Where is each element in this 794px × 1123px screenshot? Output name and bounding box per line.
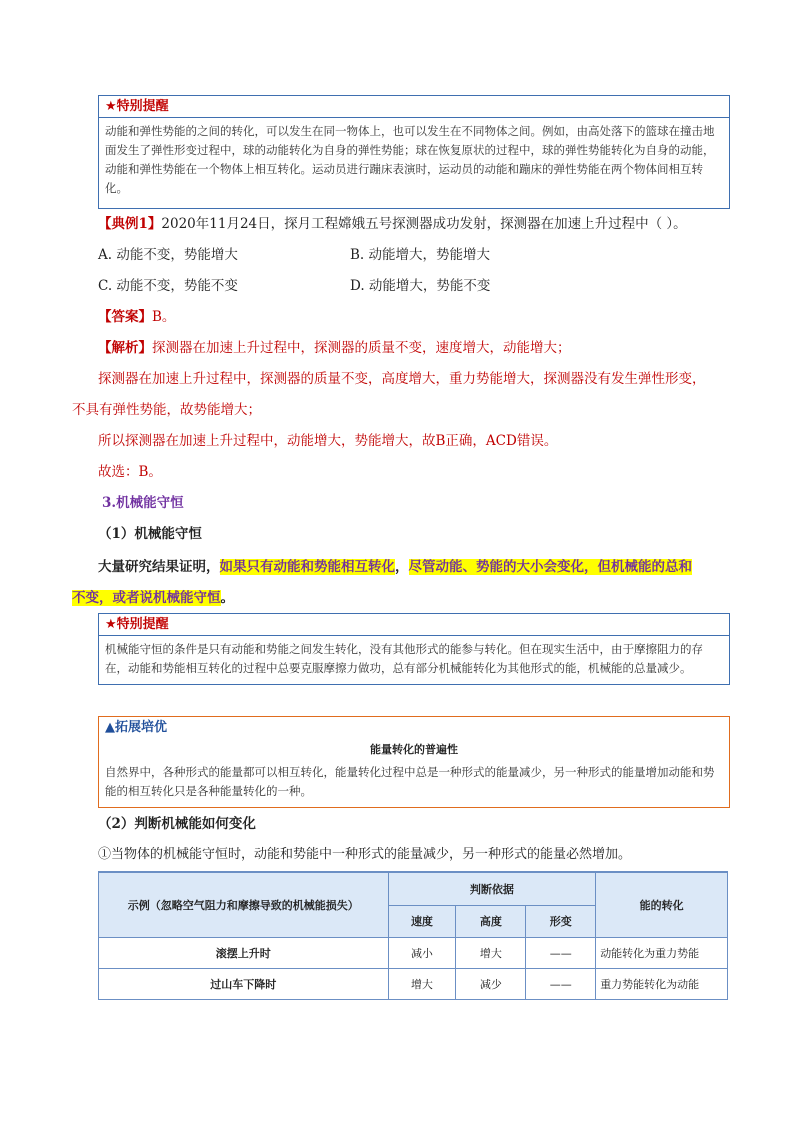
subheading-2: （2）判断机械能如何变化 (98, 816, 256, 832)
conservation-paragraph-line-1 (98, 557, 692, 577)
highlight-1: 如果只有动能和势能相互转化 (219, 559, 395, 575)
header-basis: 判断依据 (388, 872, 596, 905)
row-convert: 重力势能转化为动能 (596, 969, 728, 1000)
row-example: 过山车下降时 (99, 969, 389, 1000)
header-speed: 速度 (388, 905, 456, 938)
analysis-text-3: 不具有弹性势能，故势能增大； (72, 402, 261, 418)
row-deform: —— (526, 969, 596, 1000)
highlight-2: 尽管动能、势能的大小会变化，但机械能的总和 (408, 559, 692, 575)
extension-content (99, 740, 729, 803)
section-3-heading: 3.机械能守恒 (102, 495, 184, 511)
answer-tag: 【答案】 (98, 309, 152, 325)
paragraph-prefix: 大量研究结果证明， (98, 559, 220, 575)
header-height: 高度 (456, 905, 526, 938)
example-question (98, 214, 687, 234)
option-a: A. 动能不变，势能增大 (98, 247, 238, 263)
option-c: C. 动能不变，势能不变 (98, 278, 238, 294)
paragraph-end: 。 (220, 590, 234, 606)
table-row (99, 969, 728, 1000)
header-deform: 形变 (526, 905, 596, 938)
special-reminder-title: ★特别提醒 (99, 96, 729, 118)
header-example: 示例（忽略空气阻力和摩擦导致的机械能损失） (99, 872, 389, 938)
answer-line (98, 307, 175, 327)
row-height: 增大 (456, 938, 526, 969)
highlight-3: 不变，或者说机械能守恒 (72, 590, 221, 606)
energy-table (98, 871, 728, 1000)
analysis-text-1: 探测器在加速上升过程中，探测器的质量不变，速度增大，动能增大； (152, 340, 571, 356)
row-speed: 减小 (388, 938, 456, 969)
analysis-tag: 【解析】 (98, 340, 152, 356)
row-height: 减少 (456, 969, 526, 1000)
special-reminder-text-2: 机械能守恒的条件是只有动能和势能之间发生转化，没有其他形式的能参与转化。但在现实生活中，由于摩擦阻力的存在，动能和势能相互转化的过程中总要克服摩擦力做功，总有部分机械能转化为其他形式的能，机械能的总量减少。 (105, 642, 703, 675)
analysis-line-1 (98, 338, 571, 358)
special-reminder-title-2: ★特别提醒 (99, 614, 729, 636)
extension-text: 自然界中，各种形式的能量都可以相互转化，能量转化过程中总是一种形式的能量减少，另一种形式的能量增加动能和势能的相互转化只是各种能量转化的一种。 (105, 765, 715, 798)
special-reminder-text: 动能和弹性势能的之间的转化，可以发生在同一物体上，也可以发生在不同物体之间。例如，由高处落下的篮球在撞击地面发生了弹性形变过程中，球的动能转化为自身的弹性势能；球在恢复原状的过程中，球的弹性势能转化为自身的动能，动能和弹性势能在一个物体上相互转化。运动员进行蹦床表演时，运动员的动能和蹦床的弹性势能在两个物体间相互转化。 (105, 124, 715, 195)
example-question-text: 2020年11月24日，探月工程嫦娥五号探测器成功发射，探测器在加速上升过程中（ ）。 (161, 216, 687, 232)
header-convert: 能的转化 (596, 872, 728, 938)
extension-title: ▲拓展培优 (105, 720, 167, 735)
option-d: D. 动能增大，势能不变 (350, 278, 491, 294)
subheading-1: （1）机械能守恒 (98, 526, 202, 542)
row-example: 滚摆上升时 (99, 938, 389, 969)
table-row (99, 938, 728, 969)
paragraph-comma: ， (395, 559, 409, 575)
conservation-paragraph-line-2 (72, 588, 234, 608)
rule-1: ①当物体的机械能守恒时，动能和势能中一种形式的能量减少，另一种形式的能量必然增加。 (98, 847, 632, 862)
analysis-text-2: 探测器在加速上升过程中，探测器的质量不变，高度增大，重力势能增大，探测器没有发生弹性形变， (98, 371, 706, 387)
extension-box (98, 716, 730, 808)
choose-line: 故选：B。 (98, 464, 162, 480)
row-deform: —— (526, 938, 596, 969)
row-convert: 动能转化为重力势能 (596, 938, 728, 969)
analysis-text-4: 所以探测器在加速上升过程中，动能增大，势能增大，故B正确，ACD错误。 (98, 433, 558, 449)
row-speed: 增大 (388, 969, 456, 1000)
special-reminder-box-1 (98, 95, 730, 209)
example-tag: 【典例1】 (98, 216, 162, 232)
option-b: B. 动能增大，势能增大 (350, 247, 491, 263)
answer-text: B。 (152, 309, 176, 325)
extension-subtitle: 能量转化的普遍性 (370, 743, 458, 756)
special-reminder-box-2 (98, 613, 730, 685)
